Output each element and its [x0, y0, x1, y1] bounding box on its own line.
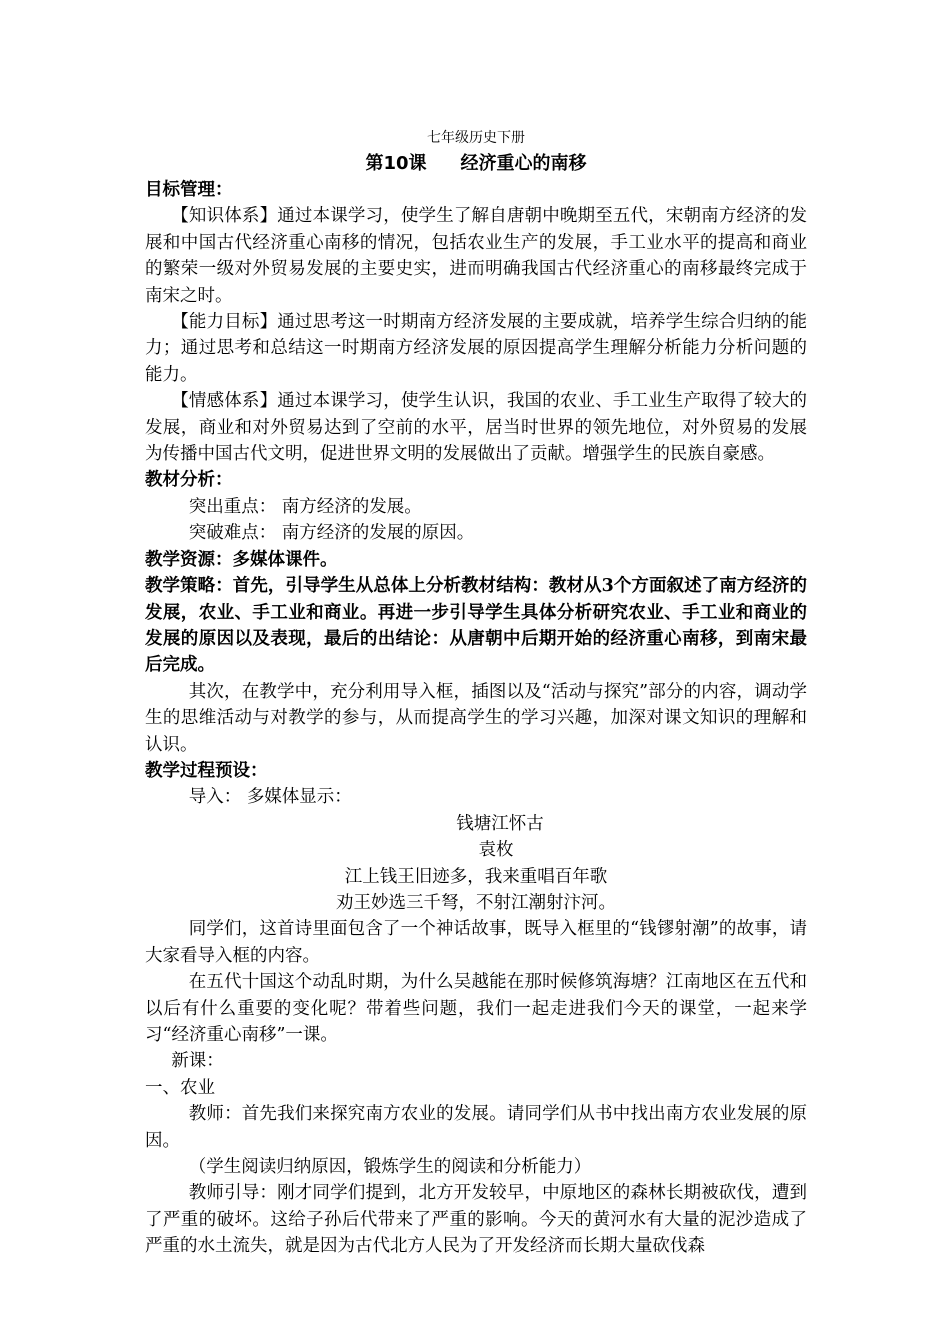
new-lesson-label: 新课：	[171, 1051, 224, 1072]
process-paragraph-2: 在五代十国这个动乱时期，为什么吴越能在那时候修筑海塘？江南地区在五代和以后有什么重要的变化呢？带着些问题，我们一起走进我们今天的课堂，一起来学习“经济重心南移”一课。	[145, 972, 807, 1045]
poem-line-1: 江上钱王旧迹多，我来重唱百年歌	[344, 866, 608, 887]
difficulty-line: 突破难点： 南方经济的发展的原因。	[188, 523, 475, 544]
strategy-paragraph-2: 其次，在教学中，充分利用导入框，插图以及“活动与探究”部分的内容，调动学生的思维活动与对教学的参与，从而提高学生的学习兴趣，加深对课文知识的理解和认识。	[145, 681, 807, 755]
emotion-paragraph: 【情感体系】通过本课学习，使学生认识，我国的农业、手工业生产取得了较大的发展，商业和对外贸易达到了空前的水平，居当时世界的领先地位，对外贸易的发展为传播中国古代文明，促进世界文明的发展做出了贡献。增强学生的民族自豪感。	[145, 391, 807, 465]
poem-title: 钱塘江怀古	[456, 813, 544, 834]
teacher-paragraph-2: 教师引导：刚才同学们提到，北方开发较早，中原地区的森林长期被砍伐，遭到了严重的破坏。这给子孙后代带来了严重的影响。今天的黄河水有大量的泥沙造成了严重的水土流失，就是因为古代北方人民为了开发经济而长期大量砍伐森	[145, 1183, 807, 1257]
analysis-heading: 教材分析：	[145, 470, 233, 491]
agriculture-heading: 一、农业	[145, 1077, 215, 1098]
key-point-line: 突出重点： 南方经济的发展。	[188, 496, 422, 517]
lesson-name: 经济重心的南移	[460, 153, 587, 174]
lesson-title	[145, 150, 807, 177]
goals-heading: 目标管理：	[145, 180, 233, 200]
intro-line: 导入： 多媒体显示：	[188, 787, 352, 808]
document-body	[145, 128, 807, 1260]
student-note: （学生阅读归纳原因，锻炼学生的阅读和分析能力）	[188, 1157, 592, 1178]
process-heading: 教学过程预设：	[145, 760, 268, 781]
strategy-paragraph-1: 教学策略：首先，引导学生从总体上分析教材结构：教材从3个方面叙述了南方经济的发展，农业、手工业和商业。再进一步引导学生具体分析研究农业、手工业和商业的发展的原因以及表现，最后的出结论：从唐朝中后期开始的经济重心南移，到南宋最后完成。	[145, 576, 807, 676]
teacher-paragraph-1: 教师：首先我们来探究南方农业的发展。请同学们从书中找出南方农业发展的原因。	[145, 1104, 807, 1151]
resources-line: 教学资源：多媒体课件。	[145, 549, 338, 570]
grade-book-title: 七年级历史下册	[427, 130, 525, 146]
ability-paragraph: 【能力目标】通过思考这一时期南方经济发展的主要成就，培养学生综合归纳的能力；通过思考和总结这一时期南方经济发展的原因提高学生理解分析能力分析问题的能力。	[145, 312, 807, 385]
poem-line-2: 劝王妙选三千弩，不射江潮射汴河。	[336, 892, 616, 913]
knowledge-paragraph: 【知识体系】通过本课学习，使学生了解自唐朝中晚期至五代，宋朝南方经济的发展和中国古代经济重心南移的情况，包括农业生产的发展，手工业水平的提高和商业的繁荣一级对外贸易发展的主要史实，进而明确我国古代经济重心的南移最终完成于南宋之时。	[145, 206, 807, 306]
process-paragraph-1: 同学们，这首诗里面包含了一个神话故事，既导入框里的“钱镠射潮”的故事，请大家看导入框的内容。	[145, 919, 807, 966]
lesson-number: 第10课	[365, 153, 427, 174]
poem-author: 袁枚	[478, 840, 514, 861]
